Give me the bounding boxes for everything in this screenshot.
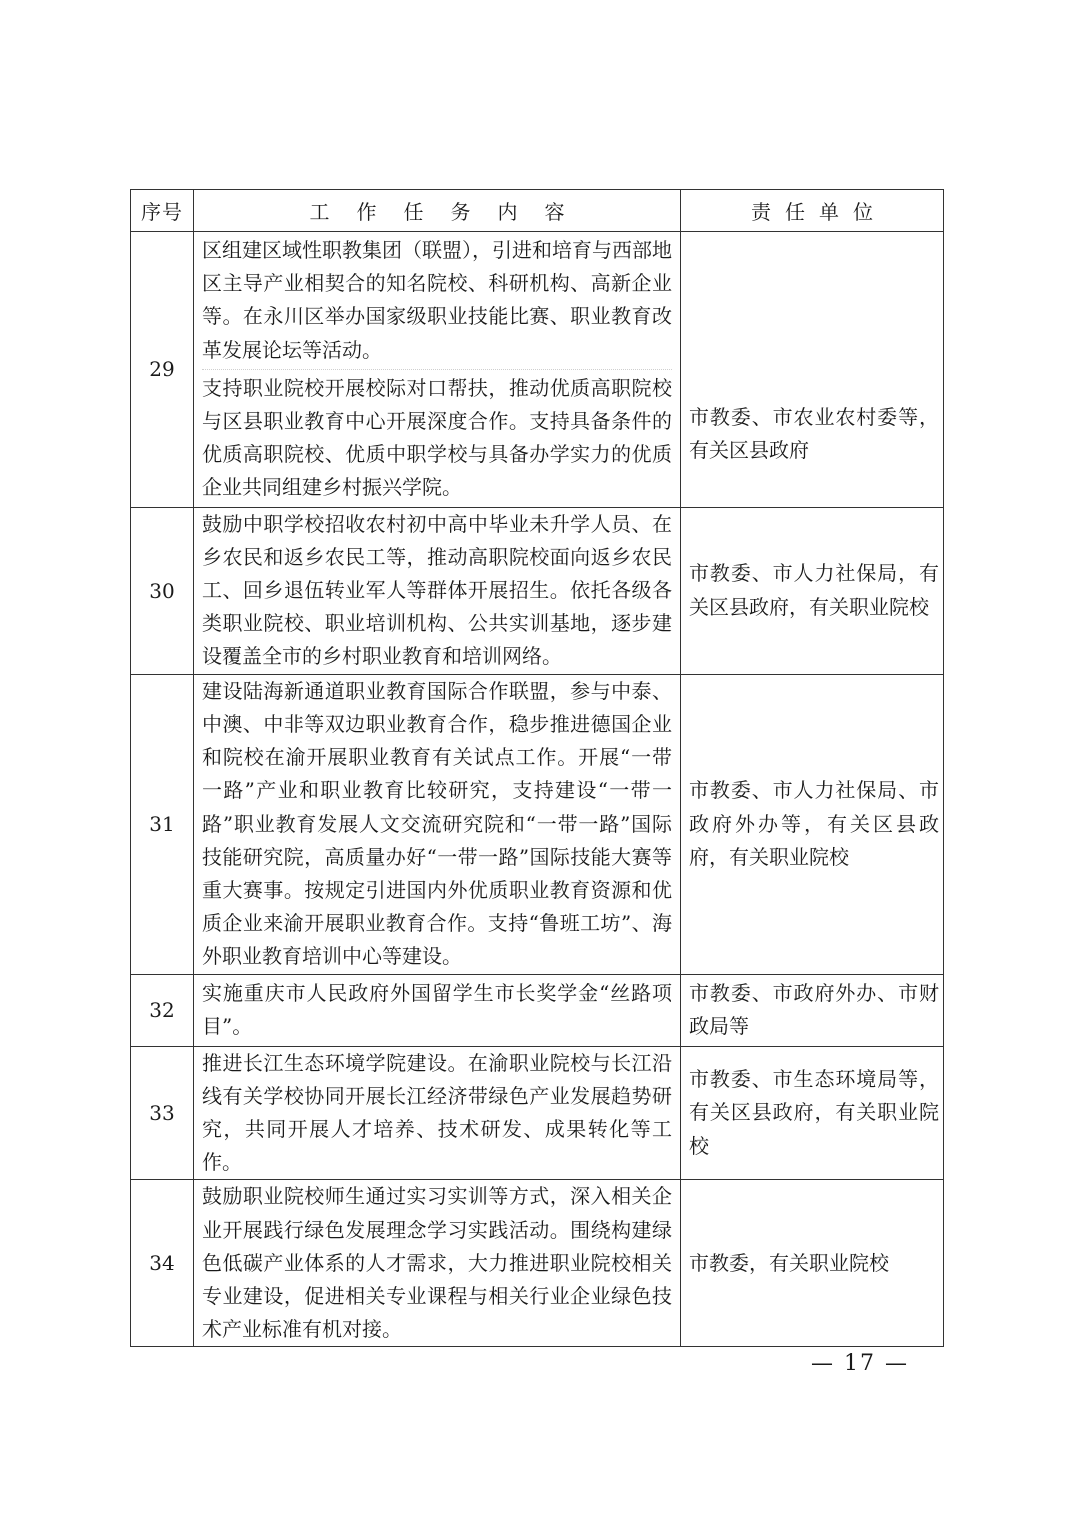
- task-paragraph: 区组建区域性职教集团（联盟），引进和培育与西部地区主导产业相契合的知名院校、科研机构、高新企业等。在永川区举办国家级职业技能比赛、职业教育改革发展论坛等活动。: [202, 238, 672, 362]
- row-number: 30: [131, 507, 194, 674]
- task-cell: [194, 232, 681, 508]
- task-cell: 推进长江生态环境学院建设。在渝职业院校与长江沿线有关学校协同开展长江经济带绿色产业发展趋势研究，共同开展人才培养、技术研发、成果转化等工作。: [194, 1046, 681, 1180]
- unit-cell: 市教委、市农业农村委等，有关区县政府: [681, 232, 944, 508]
- unit-cell: 市教委、市政府外办、市财政局等: [681, 974, 944, 1046]
- row-number: 29: [131, 232, 194, 508]
- row-number: 32: [131, 974, 194, 1046]
- task-cell: 鼓励中职学校招收农村初中高中毕业未升学人员、在乡农民和返乡农民工等，推动高职院校面向返乡农民工、回乡退伍转业军人等群体开展招生。依托各级各类职业院校、职业培训机构、公共实训基地，逐步建设覆盖全市的乡村职业教育和培训网络。: [194, 507, 681, 674]
- header-task-content: 工作任务内容: [194, 190, 681, 232]
- task-table: [130, 189, 944, 1347]
- table-header-row: [131, 190, 944, 232]
- row-number: 31: [131, 674, 194, 974]
- table-row: [131, 507, 944, 674]
- task-cell: 建设陆海新通道职业教育国际合作联盟，参与中泰、中澳、中非等双边职业教育合作，稳步推进德国企业和院校在渝开展职业教育有关试点工作。开展“一带一路”产业和职业教育比较研究，支持建设“一带一路”职业教育发展人文交流研究院和“一带一路”国际技能研究院，高质量办好“一带一路”国际技能大赛等重大赛事。按规定引进国内外优质职业教育资源和优质企业来渝开展职业教育合作。支持“鲁班工坊”、海外职业教育培训中心等建设。: [194, 674, 681, 974]
- table-row: [131, 232, 944, 508]
- unit-cell: 市教委、市人力社保局，有关区县政府，有关职业院校: [681, 507, 944, 674]
- unit-cell: 市教委，有关职业院校: [681, 1180, 944, 1347]
- table-row: [131, 974, 944, 1046]
- header-responsible-unit: 责任单位: [681, 190, 944, 232]
- table-row: [131, 674, 944, 974]
- task-paragraph: 支持职业院校开展校际对口帮扶，推动优质高职院校与区县职业教育中心开展深度合作。支持具备条件的优质高职院校、优质中职学校与具备办学实力的优质企业共同组建乡村振兴学院。: [202, 369, 672, 507]
- unit-cell: 市教委、市人力社保局、市政府外办等，有关区县政府，有关职业院校: [681, 674, 944, 974]
- task-cell: 实施重庆市人民政府外国留学生市长奖学金“丝路项目”。: [194, 974, 681, 1046]
- page-number: — 17 —: [811, 1351, 909, 1376]
- header-serial-number: 序号: [131, 190, 194, 232]
- row-number: 34: [131, 1180, 194, 1347]
- table-row: [131, 1180, 944, 1347]
- task-cell: 鼓励职业院校师生通过实习实训等方式，深入相关企业开展践行绿色发展理念学习实践活动。围绕构建绿色低碳产业体系的人才需求，大力推进职业院校相关专业建设，促进相关专业课程与相关行业企业绿色技术产业标准有机对接。: [194, 1180, 681, 1347]
- table-row: [131, 1046, 944, 1180]
- unit-cell: 市教委、市生态环境局等，有关区县政府，有关职业院校: [681, 1046, 944, 1180]
- row-number: 33: [131, 1046, 194, 1180]
